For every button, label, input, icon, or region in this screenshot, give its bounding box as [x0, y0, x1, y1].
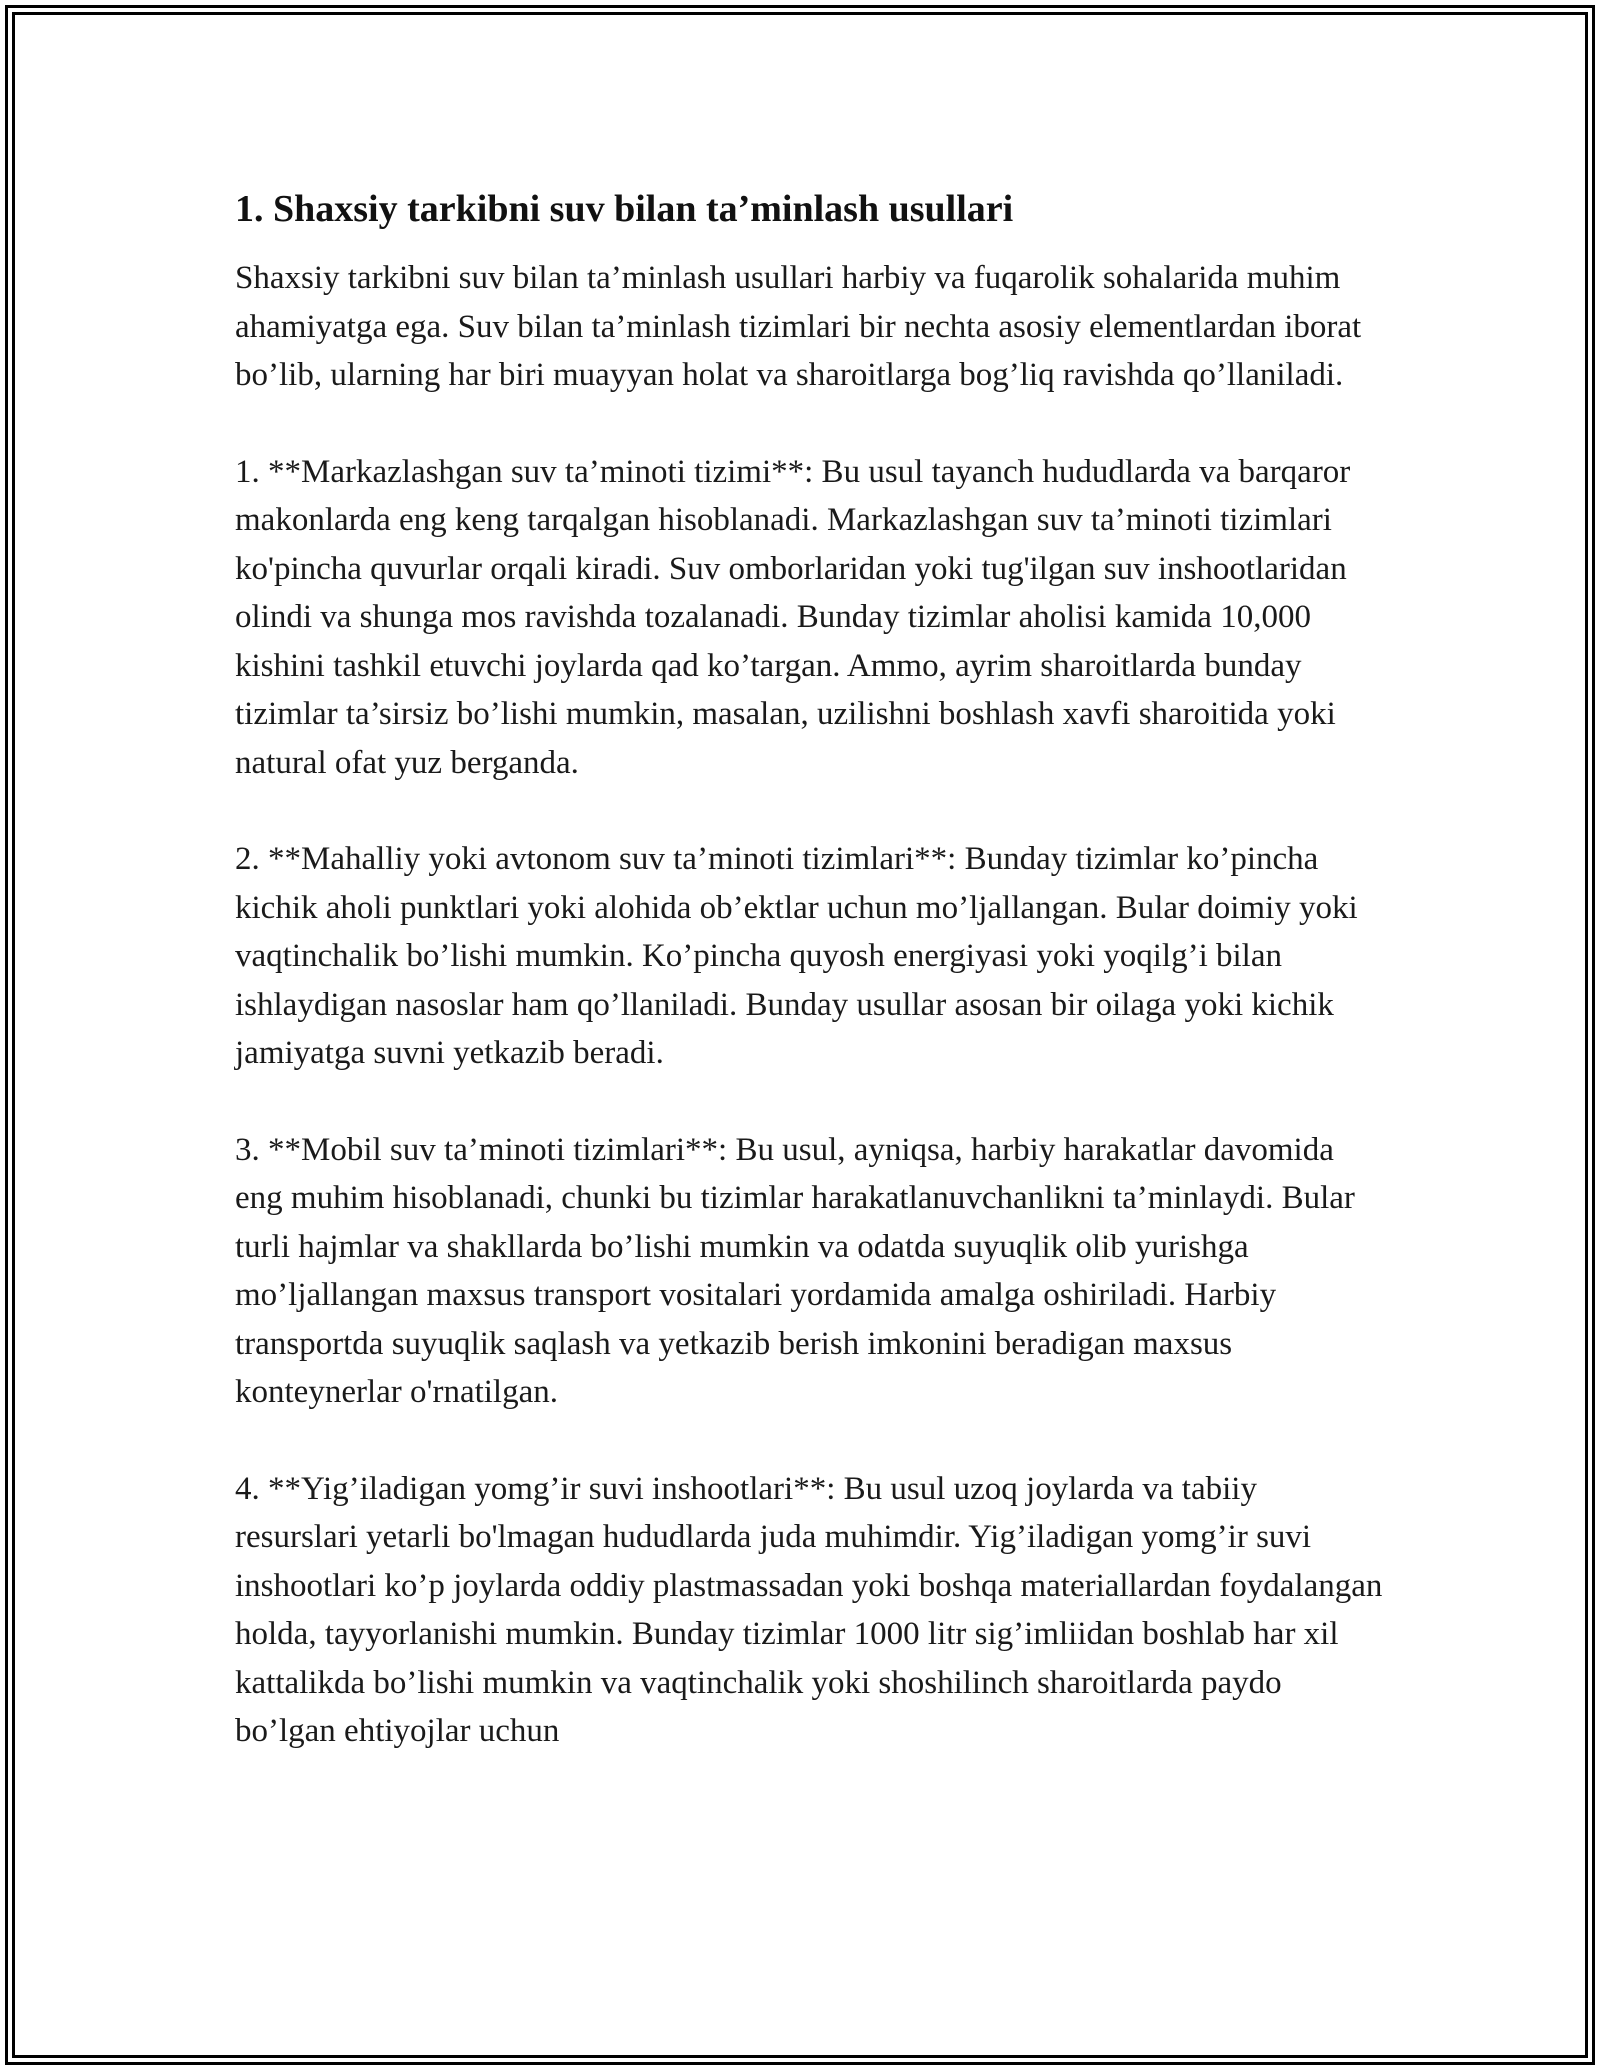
paragraph-mobile-water-supply: 3. **Mobil suv ta’minoti tizimlari**: Bu usul, ayniqsa, harbiy harakatlar davomida eng muhim hisoblanadi, chunki bu tizimlar harakatlanuvchanlikni ta’minlaydi. Bular turli hajmlar va shakllarda bo’lishi mumkin va odatda suyuqlik olib yurishga mo’ljallangan maxsus transport vositalari yordamida amalga oshiriladi. Harbiy transportda suyuqlik saqlash va yetkazib berish imkonini beradigan maxsus konteynerlar o'rnatilgan. — [235, 1131, 1355, 1411]
paragraph-intro: Shaxsiy tarkibni suv bilan ta’minlash usullari harbiy va fuqarolik sohalarida muhim ahamiyatga ega. Suv bilan ta’minlash tizimlari bir nechta asosiy elementlardan iborat bo’lib, ularning har biri muayyan holat va sharoitlarga bog’liq ravishda qo’llaniladi. — [235, 260, 1362, 394]
paragraph-centralized-water-supply: 1. **Markazlashgan suv ta’minoti tizimi**: Bu usul tayanch hududlarda va barqaror makonlarda eng keng tarqalgan hisoblanadi. Markazlashgan suv ta’minoti tizimlari ko'pincha quvurlar orqali kiradi. Suv omborlaridan yoki tug'ilgan suv inshootlaridan olindi va shunga mos ravishda tozalanadi. Bunday tizimlar aholisi kamida 10,000 kishini tashkil etuvchi joylarda qad ko’targan. Ammo, ayrim sharoitlarda bunday tizimlar ta’sirsiz bo’lishi mumkin, masalan, uzilishni boshlash xavfi sharoitida yoki natural ofat yuz berganda. — [235, 453, 1351, 781]
page-title: 1. Shaxsiy tarkibni suv bilan ta’minlash usullari — [235, 188, 1014, 230]
paragraph-rainwater-collection: 4. **Yig’iladigan yomg’ir suvi inshootlari**: Bu usul uzoq joylarda va tabiiy resurslari yetarli bo'lmagan hududlarda juda muhimdir. Yig’iladigan yomg’ir suvi inshootlari ko’p joylarda oddiy plastmassadan yoki boshqa materiallardan foydalangan holda, tayyorlanishi mumkin. Bunday tizimlar 1000 litr sig’imliidan boshlab har xil kattalikda bo’lishi mumkin va vaqtinchalik yoki shoshilinch sharoitlarda paydo bo’lgan ehtiyojlar uchun — [235, 1470, 1383, 1750]
document-body — [235, 185, 1385, 1804]
paragraph-local-water-supply: 2. **Mahalliy yoki avtonom suv ta’minoti tizimlari**: Bunday tizimlar ko’pincha kichik aholi punktlari yoki alohida ob’ektlar uchun mo’ljallangan. Bular doimiy yoki vaqtinchalik bo’lishi mumkin. Ko’pincha quyosh energiyasi yoki yoqilg’i bilan ishlaydigan nasoslar ham qo’llaniladi. Bunday usullar asosan bir oilaga yoki kichik jamiyatga suvni yetkazib beradi. — [235, 841, 1358, 1072]
